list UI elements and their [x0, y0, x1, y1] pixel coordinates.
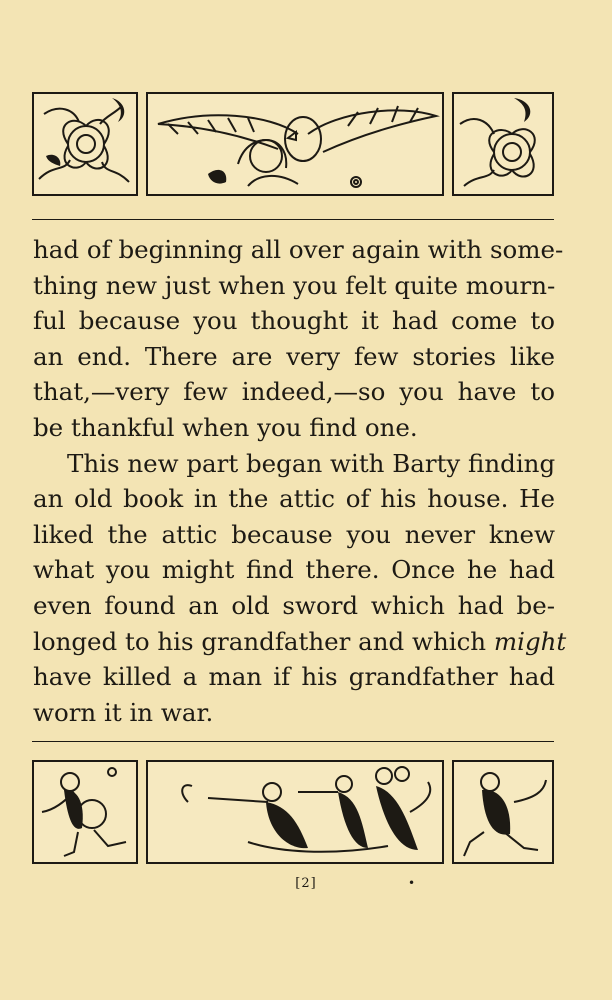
bottom-illustration-row [32, 760, 554, 868]
paragraph-1 [33, 232, 564, 446]
monkey-illustration [454, 762, 552, 862]
body-text [33, 232, 567, 730]
text-line: an old book in the attic of his house. He [33, 484, 555, 514]
text-line: thing new just when you felt quite mourn- [33, 270, 556, 300]
bird-and-child-illustration [148, 94, 442, 194]
rose-illustration [454, 94, 552, 194]
text-line: liked the attic because you never knew [33, 519, 555, 549]
monkey-chase-illustration [148, 762, 442, 862]
text-fragment: longed to his grandfather and which [33, 626, 494, 656]
text-line: an end. There are very few stories like [33, 341, 555, 371]
emphasized-word: might [493, 626, 567, 656]
rose-panel-right [452, 92, 554, 196]
bottom-divider [32, 741, 554, 742]
top-illustration-row [32, 92, 554, 200]
text-line: This new part began with Barty finding [67, 448, 556, 478]
monkey-panel-right [452, 760, 554, 864]
top-divider [32, 219, 554, 220]
rose-panel-left [32, 92, 138, 196]
page-number: [2] [295, 876, 317, 891]
text-line: have killed a man if his grandfather had [33, 662, 555, 692]
monkey-chase-panel [146, 760, 444, 864]
text-line: worn it in war. [33, 697, 214, 727]
text-line: even found an old sword which had be- [33, 590, 555, 620]
rose-illustration [34, 94, 136, 194]
text-line: had of beginning all over again with some- [33, 235, 564, 264]
text-line: that,—very few indeed,—so you have to [33, 377, 555, 407]
paragraph-2 [33, 446, 567, 731]
bird-and-child-panel [146, 92, 444, 196]
monkey-panel-left [32, 760, 138, 864]
printer-mark: • [408, 876, 416, 890]
text-line: what you might find there. Once he had [33, 555, 555, 585]
text-line: ful because you thought it had come to [33, 306, 555, 336]
text-line: be thankful when you find one. [33, 412, 418, 442]
monkey-illustration [34, 762, 136, 862]
text-line-with-emphasis [33, 624, 567, 660]
